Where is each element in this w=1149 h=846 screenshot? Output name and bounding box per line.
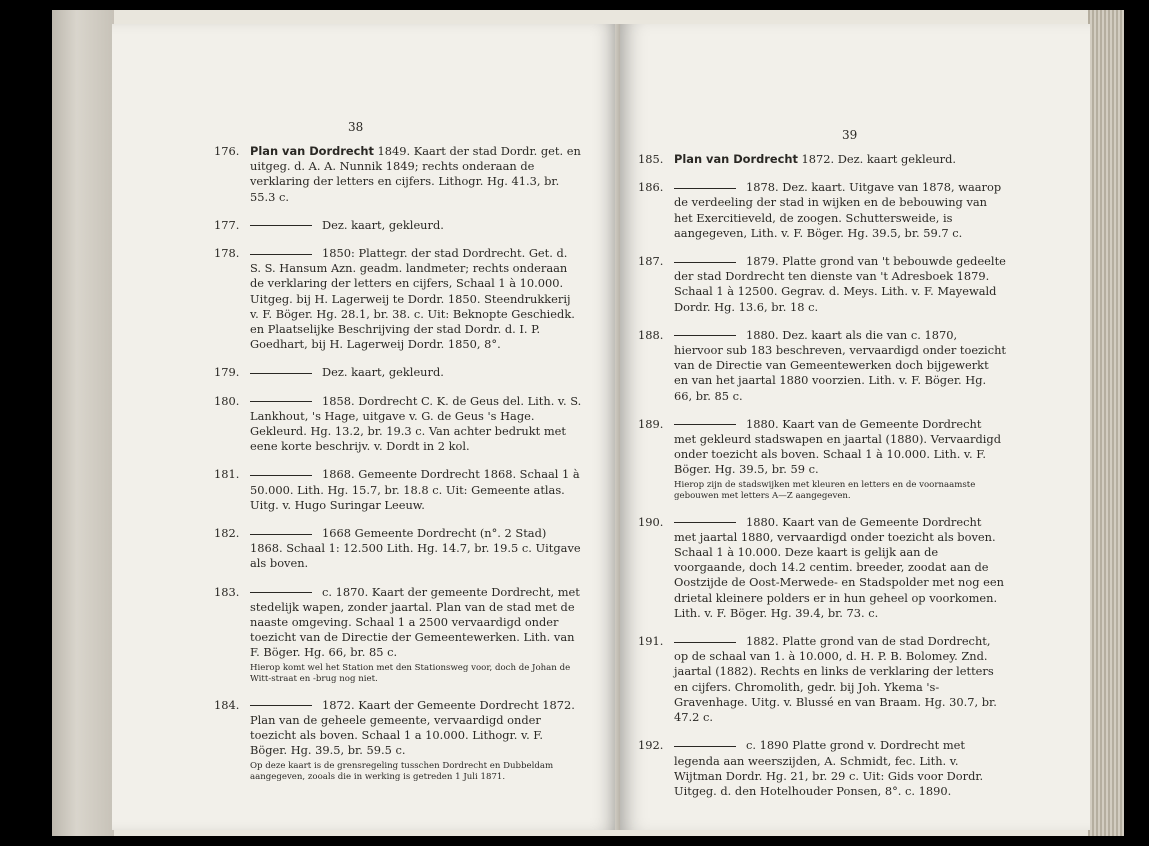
ditto-dash	[250, 592, 312, 593]
entry-192: 192. c. 1890 Platte grond v. Dordrecht met legenda aan weerszijden, A. Schmidt, fec. Lith. v. Wijtman Dordr. Hg. 21, br. 29 c. Uit: Gids voor Dordr. Uitgeg. d. den Hotelhouder Ponsen, 8°. c. 1890.	[638, 738, 984, 798]
ditto-dash	[674, 522, 736, 523]
entry-183: 183. c. 1870. Kaart der gemeente Dordrecht, met stedelijk wapen, zonder jaartal. Plan van de stad met de naaste omgeving. Schaal 1 a 2500 vervaardigd onder toezicht van de Directie der Gemeentewerken. Lith. van F. Böger. Hg. 66, br. 85 c. Hierop komt wel het Station met den Stationsweg voor, doch de Johan de Witt-straat en -brug nog niet.	[214, 585, 582, 685]
ditto-dash	[250, 475, 312, 476]
entry-179: 179. Dez. kaart, gekleurd.	[214, 365, 444, 380]
left-page-number: 38	[348, 120, 364, 134]
ditto-dash	[674, 262, 736, 263]
footnote: Op deze kaart is de grensregeling tusschen Dordrecht en Dubbeldam aangegeven, zooals die in werking is getreden 1 Juli 1871.	[250, 760, 554, 782]
ditto-dash	[674, 424, 736, 425]
ditto-dash	[674, 335, 736, 336]
ditto-dash	[250, 401, 312, 402]
entry-180: 180. 1858. Dordrecht C. K. de Geus del. Lith. v. S. Lankhout, 's Hage, uitgave v. G. de Geus 's Hage. Gekleurd. Hg. 13.2, br. 19.3 c. Van achter bedrukt met eene korte beschrijv. v. Dordt in 2 kol.	[214, 393, 582, 454]
entry-177: 177. Dez. kaart, gekleurd.	[214, 217, 444, 232]
right-page-number: 39	[842, 128, 858, 142]
footnote: Hierop zijn de stadswijken met kleuren en letters en de voornaamste gebouwen met letters A—Z aangegeven.	[674, 479, 976, 501]
ditto-dash	[250, 225, 312, 226]
right-entries	[638, 152, 1006, 812]
ditto-dash	[250, 534, 312, 535]
entry-191: 191. 1882. Platte grond van de stad Dordrecht, op de schaal van 1. à 10.000, d. H. P. B. Bolomey. Znd. jaartal (1882). Rechts en links de verklaring der letters en cijfers. Chromolith, gedr. bij Joh. Ykema 's-Gravenhage. Uitg. v. Blussé en van Braam. Hg. 30.7, br. 47.2 c.	[638, 634, 997, 725]
entry-181: 181. 1868. Gemeente Dordrecht 1868. Schaal 1 à 50.000. Lith. Hg. 15.7, br. 18.8 c. Uit: Gemeente atlas. Uitg. v. Hugo Suringar Leeuw.	[214, 467, 580, 512]
footnote: Hierop komt wel het Station met den Stationsweg voor, doch de Johan de Witt-straat en -brug nog niet.	[250, 662, 571, 684]
ditto-dash	[674, 746, 736, 747]
ditto-dash	[250, 373, 312, 374]
book-spread	[52, 10, 1124, 836]
entry-178: 178. 1850: Plattegr. der stad Dordrecht. Get. d. S. S. Hansum Azn. geadm. landmeter; rechts onderaan de verklaring der letters en cijfers, Schaal 1 à 10.000. Uitgeg. bij H. Lagerweij te Dordr. 1850. Steendrukkerij v. F. Böger. Hg. 28.1, br. 38. c. Uit: Beknopte Geschiedk. en Plaatselijke Beschrijving der stad Dordr. d. I. P. Goedhart, bij H. Lagerweij Dordr. 1850, 8°.	[214, 246, 575, 352]
book-edge-right	[1088, 10, 1124, 836]
entry-184: 184. 1872. Kaart der Gemeente Dordrecht 1872. Plan van de geheele gemeente, vervaardigd onder toezicht als boven. Schaal 1 a 10.000. Lithogr. v. F. Böger. Hg. 39.5, br. 59.5 c. Op deze kaart is de grensregeling tusschen Dordrecht en Dubbeldam aangegeven, zooals die in werking is getreden 1 Juli 1871.	[214, 698, 582, 783]
entry-185: 185. Plan van Dordrecht 1872. Dez. kaart gekleurd.	[638, 152, 957, 166]
entry-176: 176. Plan van Dordrecht 1849. Kaart der stad Dordr. get. en uitgeg. d. A. A. Nunnik 1849; rechts onderaan de verklaring der letters en cijfers. Lithogr. Hg. 41.3, br. 55.3 c.	[214, 144, 581, 204]
ditto-dash	[250, 705, 312, 706]
left-page	[112, 24, 620, 830]
entry-182: 182. 1668 Gemeente Dordrecht (n°. 2 Stad) 1868. Schaal 1: 12.500 Lith. Hg. 14.7, br. 19.5 c. Uitgave als boven.	[214, 526, 581, 571]
entry-187: 187. 1879. Platte grond van 't bebouwde gedeelte der stad Dordrecht ten dienste van 't Adresboek 1879. Schaal 1 à 12500. Gegrav. d. Meys. Lith. v. F. Mayewald Dordr. Hg. 13.6, br. 18 c.	[638, 254, 1006, 314]
entry-190: 190. 1880. Kaart van de Gemeente Dordrecht met jaartal 1880, vervaardigd onder toezicht als boven. Schaal 1 à 10.000. Deze kaart is gelijk aan de voorgaande, doch 14.2 centim. breeder, zoodat aan de Oostzijde de Oost-Merwede- en Stadspolder met nog een drietal kleinere polders er in hun geheel op voorkomen. Lith. v. F. Böger. Hg. 39.4, br. 73. c.	[638, 514, 1004, 620]
ditto-dash	[250, 254, 312, 255]
entry-189: 189. 1880. Kaart van de Gemeente Dordrecht met gekleurd stadswapen en jaartal (1880). Vervaardigd onder toezicht als boven. Schaal 1 à 10.000. Lith. v. F. Böger. Hg. 39.5, br. 59 c. Hierop zijn de stadswijken met kleuren en letters en de voornaamste gebouwen met letters A—Z aangegeven.	[638, 417, 1006, 502]
ditto-dash	[674, 188, 736, 189]
entry-186: 186. 1878. Dez. kaart. Uitgave van 1878, waarop de verdeeling der stad in wijken en de bebouwing van het Exercitieveld, de zoogen. Schuttersweide, is aangegeven, Lith. v. F. Böger. Hg. 39.5, br. 59.7 c.	[638, 180, 1002, 240]
book-edge-left	[52, 10, 114, 836]
ditto-dash	[674, 642, 736, 643]
right-page	[620, 24, 1090, 830]
entry-188: 188. 1880. Dez. kaart als die van c. 1870, hiervoor sub 183 beschreven, vervaardigd onder toezicht van de Directie van Gemeentewerken doch bijgewerkt en van het jaartal 1880 voorzien. Lith. v. F. Böger. Hg. 66, br. 85 c.	[638, 327, 1006, 403]
left-entries	[214, 144, 582, 796]
